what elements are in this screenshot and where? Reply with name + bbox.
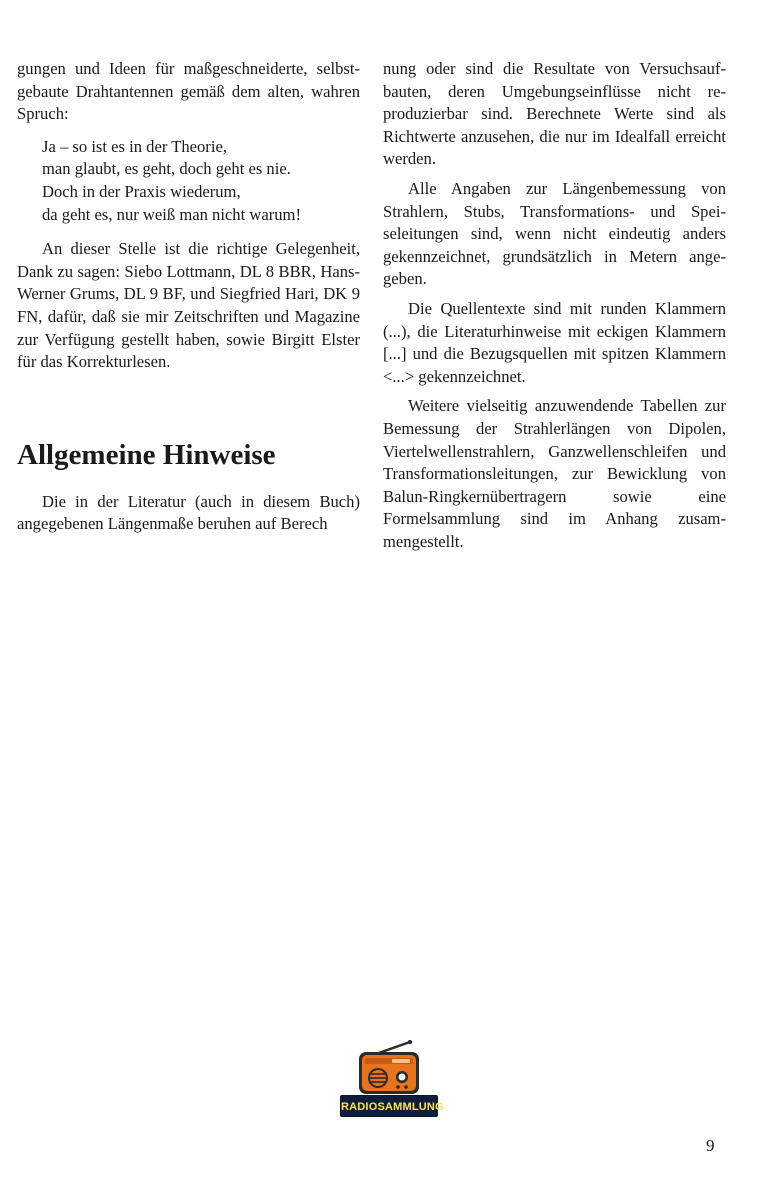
verse-line: Ja – so ist es in der Theorie,	[42, 136, 227, 156]
appendix-paragraph: Weitere vielseitig anzuwendende Tabellen zur Bemessung der Strahlerlängen von Dipolen, Viertelwellenstrahlern, Ganzwellenschleifen und Transformationsleitungen, zur Bewicklung von Balun-Ringkernübertragern sowie eine Formelsammlung sind im Anhang zusammengestellt.	[383, 396, 726, 551]
units-paragraph: Alle Angaben zur Längenbemessung von Strahlern, Stubs, Transformations- und Speiseleitungen sind, wenn nicht eindeutig anders gekennzeichnet, grundsätzlich in Metern angegeben.	[383, 178, 726, 289]
verse-quote	[42, 136, 360, 226]
radiosammlung-logo	[340, 1040, 444, 1118]
left-column	[17, 58, 360, 543]
radio-icon	[356, 1040, 422, 1096]
paragraph-continuation: nung oder sind die Resultate von Versuchsaufbauten, deren Umgebungseinflüsse nicht reproduzierbar sind. Berechnete Werte sind als Richtwerte anzusehen, die nur im Idealfall erreicht werden.	[383, 59, 726, 169]
acknowledgements-paragraph: An dieser Stelle ist die richtige Gelegenheit, Dank zu sagen: Siebo Lottmann, DL 8 BBR, Hans-Werner Grums, DL 9 BF, und Siegfried Hari, DK 9 FN, dafür, daß sie mir Zeitschriften und Magazine zur Verfügung gestellt haben, sowie Birgitt Elster für das Korrekturlesen.	[17, 239, 360, 372]
section-heading: Allgemeine Hinweise	[17, 438, 276, 471]
brackets-paragraph: Die Quellentexte sind mit runden Klammern (...), die Literaturhinweise mit eckigen Klammern [...] und die Bezugsquellen mit spitzen Klammern <...> gekennzeichnet.	[383, 298, 726, 386]
verse-line: man glaubt, es geht, doch geht es nie.	[42, 159, 291, 179]
verse-line: da geht es, nur weiß man nicht warum!	[42, 204, 301, 224]
verse-line: Doch in der Praxis wiederum,	[42, 181, 241, 201]
paragraph-continuation: gungen und Ideen für maßgeschneiderte, selbstgebaute Drahtantennen gemäß dem alten, wahren Spruch:	[17, 59, 360, 124]
section-intro-paragraph: Die in der Literatur (auch in diesem Buch) angegebenen Längenmaße beruhen auf Berech	[17, 491, 360, 534]
page-number: 9	[706, 1136, 715, 1155]
right-column	[383, 58, 726, 560]
radiosammlung-banner: RADIOSAMMLUNG	[340, 1095, 438, 1117]
